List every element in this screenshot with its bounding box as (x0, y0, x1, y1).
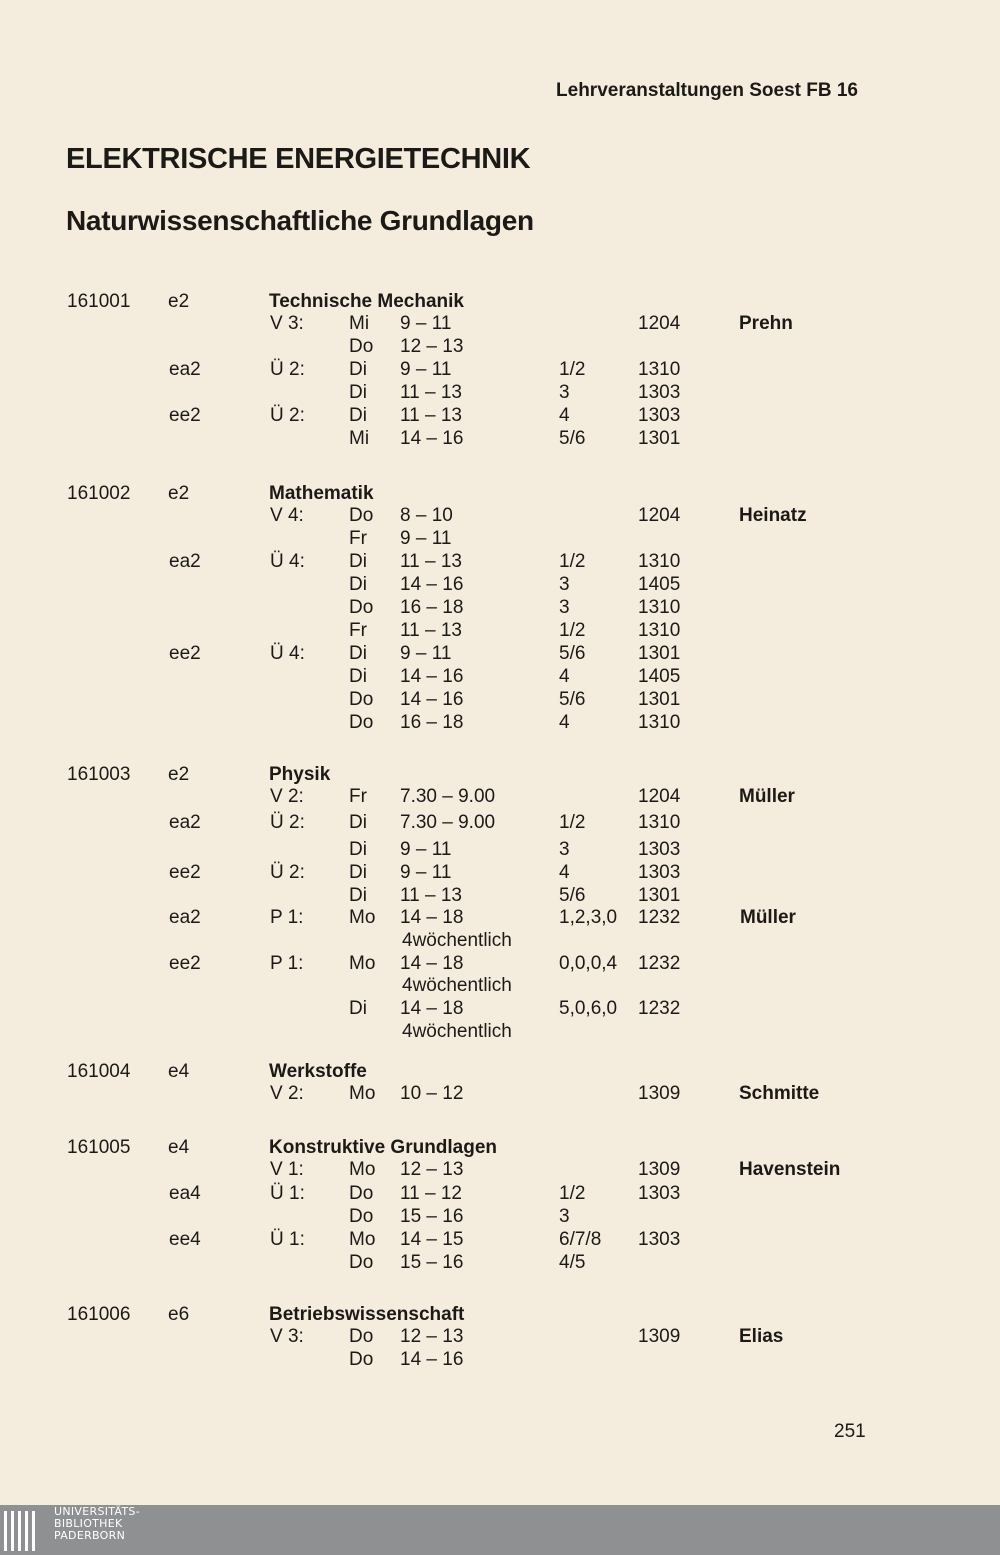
schedule-row (0, 861, 1000, 884)
room-number: 1303 (638, 839, 681, 860)
day: Do (349, 1349, 374, 1370)
schedule-row (0, 642, 1000, 665)
schedule-row (0, 884, 1000, 907)
library-name-line: UNIVERSITÄTS- (54, 1505, 140, 1518)
semester: 4 (559, 666, 570, 687)
course-teacher: Müller (739, 786, 795, 807)
day: Di (349, 574, 367, 595)
room-number: 1303 (638, 1183, 681, 1204)
time-range: 14 – 18 (400, 998, 464, 1019)
day: Do (349, 1326, 374, 1347)
schedule-row (0, 335, 1000, 358)
schedule-row (0, 1251, 1000, 1274)
time-range: 12 – 13 (400, 336, 464, 357)
room-number: 1232 (638, 953, 681, 974)
schedule-row (0, 596, 1000, 619)
day: Di (349, 812, 367, 833)
schedule-row (0, 573, 1000, 596)
schedule-row (0, 427, 1000, 450)
session-type: V 3: (270, 1326, 304, 1347)
course-title: Mathematik (269, 483, 374, 504)
semester: 5/6 (559, 885, 586, 906)
schedule-row (0, 550, 1000, 573)
day: Mo (349, 1159, 376, 1180)
course-number: 161005 (67, 1137, 131, 1158)
time-range: 11 – 12 (400, 1183, 462, 1204)
semester: 4/5 (559, 1252, 586, 1273)
course-title: Physik (269, 764, 331, 785)
room-number: 1405 (638, 666, 681, 687)
day: Mo (349, 953, 376, 974)
room-number: 1232 (638, 907, 681, 928)
session-type: Ü 2: (270, 862, 305, 883)
group-code: ee4 (169, 1229, 201, 1250)
group-code: ea2 (169, 551, 201, 572)
time-range: 15 – 16 (400, 1206, 464, 1227)
session-type: Ü 4: (270, 551, 305, 572)
semester: 0,0,0,4 (559, 953, 618, 974)
room-number: 1405 (638, 574, 681, 595)
day: Do (349, 689, 374, 710)
day: Fr (349, 528, 367, 549)
semester: 5/6 (559, 689, 586, 710)
course-number: 161002 (67, 483, 131, 504)
room-number: 1309 (638, 1159, 681, 1180)
time-range: 9 – 11 (400, 643, 452, 664)
session-type: V 2: (270, 786, 304, 807)
semester: 1/2 (559, 551, 586, 572)
session-type: V 1: (270, 1159, 304, 1180)
time-range: 9 – 11 (400, 528, 452, 549)
semester: 5,0,6,0 (559, 998, 618, 1019)
room-number: 1309 (638, 1326, 681, 1347)
session-type: Ü 1: (270, 1183, 305, 1204)
room-number: 1303 (638, 382, 681, 403)
room-number: 1310 (638, 359, 681, 380)
time-range: 14 – 15 (400, 1229, 464, 1250)
semester: 3 (559, 574, 570, 595)
session-type: Ü 1: (270, 1229, 305, 1250)
schedule-note: 4wöchentlich (402, 975, 512, 996)
room-number: 1301 (638, 643, 681, 664)
schedule-note: 4wöchentlich (402, 1021, 512, 1042)
library-name (54, 1506, 140, 1542)
row-teacher: Müller (740, 907, 796, 928)
day: Fr (349, 620, 367, 641)
session-type: Ü 2: (270, 359, 305, 380)
semester: 4 (559, 712, 570, 733)
semester: 5/6 (559, 643, 586, 664)
course-code: e4 (168, 1061, 190, 1082)
day: Do (349, 336, 374, 357)
day: Di (349, 862, 367, 883)
library-footer (0, 1505, 1000, 1555)
time-range: 7.30 – 9.00 (400, 786, 496, 807)
room-number: 1303 (638, 405, 681, 426)
semester: 3 (559, 597, 570, 618)
schedule-row (0, 404, 1000, 427)
library-name-line: PADERBORN (54, 1529, 126, 1542)
room-number: 1303 (638, 1229, 681, 1250)
schedule-row (0, 504, 1000, 527)
semester: 6/7/8 (559, 1229, 602, 1250)
course-code: e4 (168, 1137, 190, 1158)
group-code: ee2 (169, 953, 201, 974)
schedule-row (0, 1082, 1000, 1105)
schedule-row (0, 665, 1000, 688)
time-range: 9 – 11 (400, 313, 452, 334)
course-code: e2 (168, 483, 190, 504)
time-range: 11 – 13 (400, 551, 462, 572)
room-number: 1310 (638, 712, 681, 733)
semester: 1/2 (559, 620, 586, 641)
day: Mi (349, 313, 370, 334)
course-number: 161001 (67, 291, 131, 312)
schedule-row (0, 1158, 1000, 1181)
semester: 3 (559, 1206, 570, 1227)
schedule-row (0, 527, 1000, 550)
group-code: ea2 (169, 907, 201, 928)
semester: 1,2,3,0 (559, 907, 618, 928)
semester: 4 (559, 405, 570, 426)
schedule-row (0, 711, 1000, 734)
session-type: Ü 4: (270, 643, 305, 664)
room-number: 1301 (638, 428, 681, 449)
schedule-row (0, 785, 1000, 808)
time-range: 16 – 18 (400, 597, 464, 618)
time-range: 11 – 13 (400, 620, 462, 641)
day: Di (349, 551, 367, 572)
time-range: 16 – 18 (400, 712, 464, 733)
day: Di (349, 359, 367, 380)
session-type: Ü 2: (270, 812, 305, 833)
day: Di (349, 405, 367, 426)
schedule-row (0, 906, 1000, 929)
schedule-row (0, 358, 1000, 381)
day: Mo (349, 1083, 376, 1104)
schedule-row (0, 952, 1000, 975)
schedule-row (0, 929, 1000, 952)
session-type: P 1: (270, 907, 304, 928)
time-range: 14 – 18 (400, 953, 464, 974)
course-teacher: Schmitte (739, 1083, 820, 1104)
section-heading: ELEKTRISCHE ENERGIETECHNIK (66, 143, 531, 175)
time-range: 9 – 11 (400, 862, 452, 883)
day: Di (349, 998, 367, 1019)
course-teacher: Havenstein (739, 1159, 841, 1180)
schedule-note: 4wöchentlich (402, 930, 512, 951)
schedule-row (0, 974, 1000, 997)
course-number: 161003 (67, 764, 131, 785)
day: Mi (349, 428, 370, 449)
time-range: 8 – 10 (400, 505, 453, 526)
day: Di (349, 885, 367, 906)
time-range: 12 – 13 (400, 1159, 464, 1180)
room-number: 1204 (638, 505, 681, 526)
schedule-row (0, 1325, 1000, 1348)
day: Di (349, 839, 367, 860)
time-range: 14 – 16 (400, 428, 464, 449)
course-code: e6 (168, 1304, 190, 1325)
room-number: 1303 (638, 862, 681, 883)
schedule-row (0, 1020, 1000, 1043)
session-type: Ü 2: (270, 405, 305, 426)
group-code: ee2 (169, 643, 201, 664)
day: Do (349, 505, 374, 526)
page-number: 251 (834, 1421, 866, 1442)
section-subheading: Naturwissenschaftliche Grundlagen (66, 205, 534, 236)
room-number: 1309 (638, 1083, 681, 1104)
group-code: ea2 (169, 812, 201, 833)
group-code: ee2 (169, 862, 201, 883)
group-code: ee2 (169, 405, 201, 426)
semester: 1/2 (559, 1183, 586, 1204)
library-name-line: BIBLIOTHEK (54, 1517, 123, 1530)
room-number: 1232 (638, 998, 681, 1019)
day: Di (349, 643, 367, 664)
room-number: 1310 (638, 620, 681, 641)
semester: 1/2 (559, 359, 586, 380)
time-range: 9 – 11 (400, 839, 452, 860)
session-type: V 3: (270, 313, 304, 334)
day: Do (349, 597, 374, 618)
time-range: 14 – 16 (400, 689, 464, 710)
session-type: V 4: (270, 505, 304, 526)
group-code: ea4 (169, 1183, 201, 1204)
day: Di (349, 382, 367, 403)
semester: 3 (559, 839, 570, 860)
day: Do (349, 1252, 374, 1273)
session-type: V 2: (270, 1083, 304, 1104)
day: Mo (349, 907, 376, 928)
time-range: 12 – 13 (400, 1326, 464, 1347)
time-range: 15 – 16 (400, 1252, 464, 1273)
course-title: Technische Mechanik (269, 291, 464, 312)
room-number: 1301 (638, 885, 681, 906)
time-range: 7.30 – 9.00 (400, 812, 496, 833)
schedule-row (0, 1348, 1000, 1371)
day: Fr (349, 786, 367, 807)
schedule-row (0, 1205, 1000, 1228)
room-number: 1204 (638, 313, 681, 334)
semester: 3 (559, 382, 570, 403)
time-range: 10 – 12 (400, 1083, 464, 1104)
room-number: 1301 (638, 689, 681, 710)
library-logo-icon (2, 1511, 46, 1551)
time-range: 14 – 16 (400, 666, 464, 687)
time-range: 11 – 13 (400, 405, 462, 426)
room-number: 1310 (638, 551, 681, 572)
day: Mo (349, 1229, 376, 1250)
day: Di (349, 666, 367, 687)
room-number: 1310 (638, 597, 681, 618)
semester: 5/6 (559, 428, 586, 449)
schedule-row (0, 838, 1000, 861)
schedule-row (0, 688, 1000, 711)
course-number: 161004 (67, 1061, 131, 1082)
course-title: Konstruktive Grundlagen (269, 1137, 498, 1158)
time-range: 14 – 18 (400, 907, 464, 928)
course-code: e2 (168, 291, 190, 312)
schedule-row (0, 997, 1000, 1020)
session-type: P 1: (270, 953, 304, 974)
course-teacher: Elias (739, 1326, 784, 1347)
running-head: Lehrveranstaltungen Soest FB 16 (556, 80, 858, 101)
schedule-row (0, 1228, 1000, 1251)
group-code: ea2 (169, 359, 201, 380)
time-range: 14 – 16 (400, 574, 464, 595)
day: Do (349, 1183, 374, 1204)
schedule-row (0, 619, 1000, 642)
time-range: 14 – 16 (400, 1349, 464, 1370)
course-teacher: Heinatz (739, 505, 807, 526)
semester: 1/2 (559, 812, 586, 833)
course-title: Betriebswissenschaft (269, 1304, 465, 1325)
day: Do (349, 1206, 374, 1227)
course-teacher: Prehn (739, 313, 793, 334)
course-title: Werkstoffe (269, 1061, 367, 1082)
room-number: 1204 (638, 786, 681, 807)
schedule-row (0, 1182, 1000, 1205)
time-range: 11 – 13 (400, 382, 462, 403)
course-number: 161006 (67, 1304, 131, 1325)
time-range: 11 – 13 (400, 885, 462, 906)
room-number: 1310 (638, 812, 681, 833)
course-code: e2 (168, 764, 190, 785)
schedule-row (0, 381, 1000, 404)
schedule-row (0, 312, 1000, 335)
schedule-row (0, 811, 1000, 834)
semester: 4 (559, 862, 570, 883)
time-range: 9 – 11 (400, 359, 452, 380)
day: Do (349, 712, 374, 733)
